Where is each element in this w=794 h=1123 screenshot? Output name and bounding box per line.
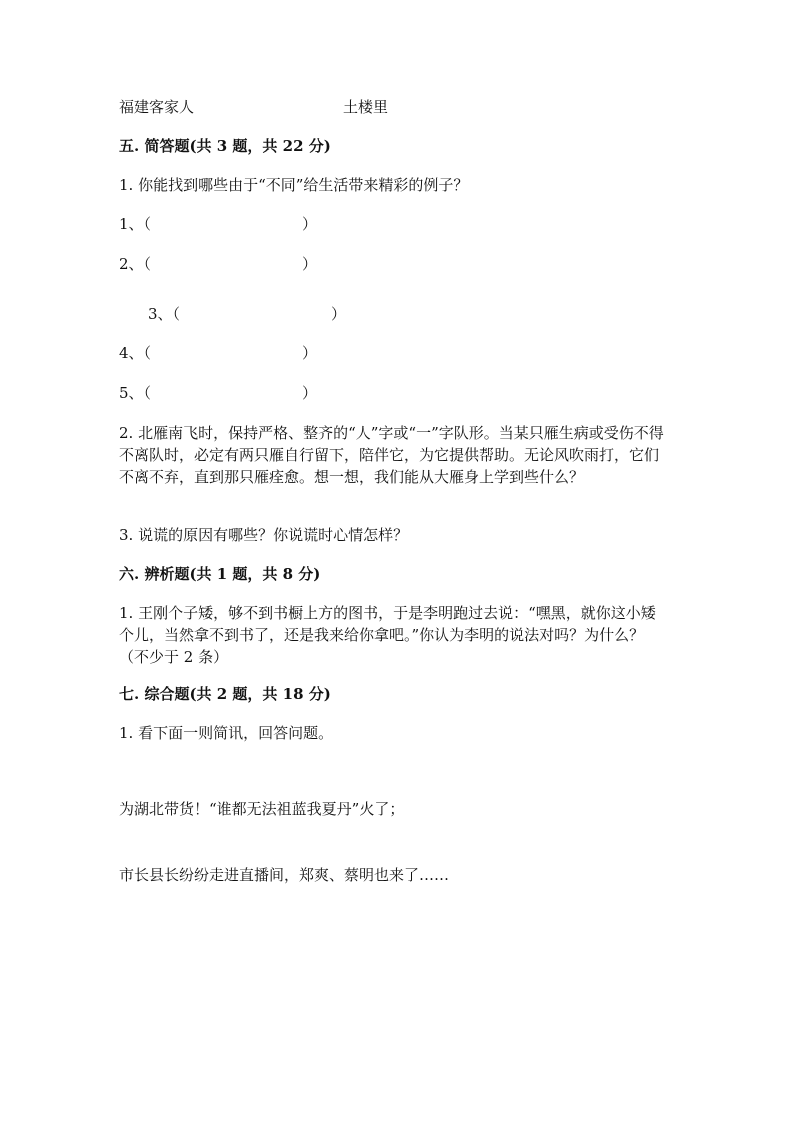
section5-question-1: 1. 你能找到哪些由于“不同”给生活带来精彩的例子？	[119, 176, 469, 194]
answer-blank-close: ）	[302, 255, 318, 273]
section5-question-2: 2. 北雁南飞时，保持严格、整齐的“人”字或“一”字队形。当某只雁生病或受伤不得不离队时，必定有两只雁自行留下，陪伴它，为它提供帮助。无论风吹雨打，它们不离不弃，直到那只雁痊愈。想一想，我们能从大雁身上学到些什么？	[119, 424, 664, 486]
section7-heading: 七. 综合题(共 2 题，共 18 分)	[119, 685, 331, 703]
news-headline: 为湖北带货！“谁都无法祖蓝我夏丹”火了；	[119, 800, 405, 818]
news-subline: 市长县长纷纷走进直播间，郑爽、蔡明也来了……	[119, 866, 450, 884]
intro-text-left: 福建客家人	[119, 98, 195, 116]
answer-blank-close: ）	[331, 305, 347, 323]
answer-blank-4[interactable]	[119, 342, 318, 364]
answer-blank-close: ）	[302, 215, 318, 233]
answer-blank-label: 4、（	[119, 344, 152, 362]
answer-blank-label: 3、（	[148, 305, 181, 323]
section6-heading: 六. 辨析题(共 1 题，共 8 分)	[119, 565, 321, 583]
answer-blank-close: ）	[302, 344, 318, 362]
section6-question-1: 1. 王刚个子矮，够不到书橱上方的图书，于是李明跑过去说：“嘿黑，就你这小矮个儿，当然拿不到书了，还是我来给你拿吧。”你认为李明的说法对吗？为什么？（不少于 2 条）	[119, 604, 656, 666]
section5-question-3: 3. 说谎的原因有哪些？你说谎时心情怎样？	[119, 526, 409, 544]
answer-blank-1[interactable]	[119, 213, 318, 235]
section5-heading: 五. 简答题(共 3 题，共 22 分)	[119, 137, 331, 155]
answer-blank-label: 5、（	[119, 384, 152, 402]
intro-text-right: 土楼里	[343, 98, 389, 116]
answer-blank-label: 1、（	[119, 215, 152, 233]
answer-blank-2[interactable]	[119, 253, 318, 275]
answer-blank-3[interactable]	[148, 303, 347, 325]
answer-blank-label: 2、（	[119, 255, 152, 273]
section7-question-1: 1. 看下面一则简讯，回答问题。	[119, 724, 334, 742]
answer-blank-5[interactable]	[119, 382, 318, 404]
answer-blank-close: ）	[302, 384, 318, 402]
